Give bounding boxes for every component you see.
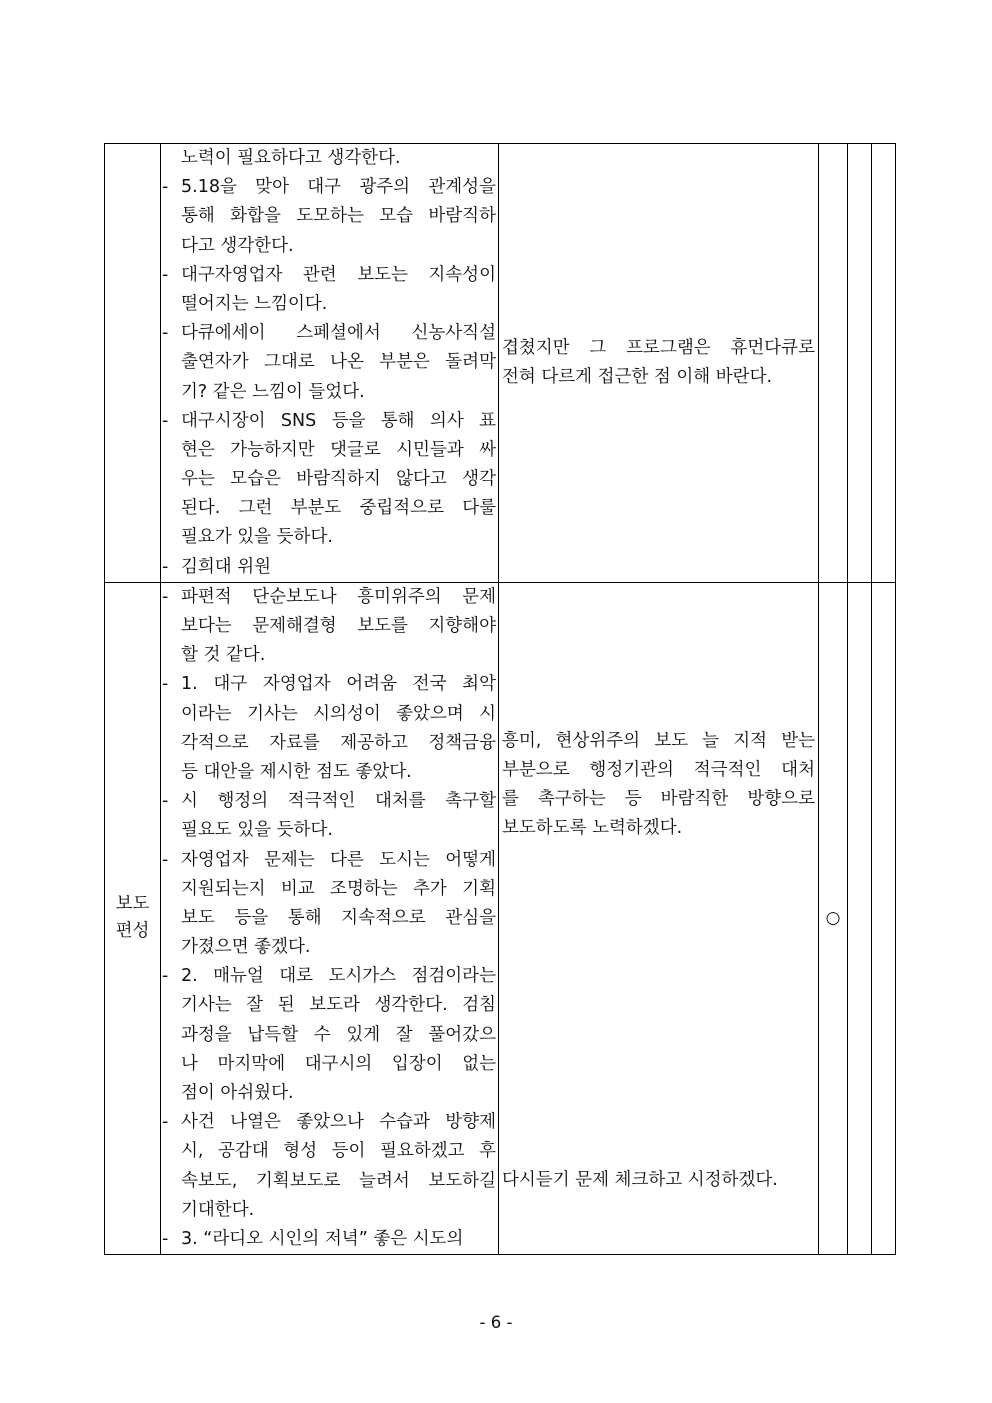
bullet-dash: - (162, 264, 169, 285)
comment-line (161, 290, 496, 319)
bullet-dash: - (162, 1228, 169, 1249)
comment-text: 2. 매뉴얼 대로 도시가스 점검이라는 (181, 966, 496, 987)
comment-text: 과정을 납득할 수 있게 잘 풀어갔으 (181, 1024, 496, 1045)
comment-line (161, 319, 496, 348)
comment-text: 시, 공감대 형성 등이 필요하겠고 후 (181, 1141, 496, 1162)
comment-line (161, 729, 496, 758)
comment-text: 기? 같은 느낌이 들었다. (181, 381, 365, 402)
comment-line (161, 1137, 496, 1166)
comment-text: 현은 가능하지만 댓글로 시민들과 싸 (181, 439, 496, 460)
comment-line (161, 670, 496, 699)
comment-text: 나 마지막에 대구시의 입장이 없는 (181, 1053, 496, 1074)
response-line: 보도하도록 노력하겠다. (502, 818, 683, 839)
comment-line (161, 962, 496, 991)
comment-line (161, 933, 496, 962)
response-line: 전혀 다르게 접근한 점 이해 바란다. (502, 367, 773, 388)
comment-line (161, 553, 496, 582)
comment-lines (161, 144, 496, 582)
table-row (105, 582, 896, 1254)
comment-text: 속보도, 기획보도로 늘려서 보도하길 (181, 1170, 496, 1191)
bullet-dash: - (162, 556, 169, 577)
mark-cell (848, 582, 872, 1254)
comment-line (161, 378, 496, 407)
mark-cell (872, 582, 896, 1254)
comment-line (161, 436, 496, 465)
comment-line (161, 261, 496, 290)
comment-text: 3. “라디오 시인의 저녁” 좋은 시도의 (181, 1228, 464, 1249)
comment-text: 기대한다. (181, 1199, 255, 1220)
comment-text: 대구시장이 SNS 등을 통해 의사 표 (181, 410, 496, 431)
comment-text: 다고 생각한다. (181, 235, 294, 256)
page-number: - 6 - (479, 1313, 513, 1332)
comment-text: 점이 아쉬웠다. (181, 1083, 294, 1103)
comment-line (161, 904, 496, 933)
comment-text: 시 행정의 적극적인 대처를 촉구할 (181, 791, 496, 812)
bullet-dash: - (162, 177, 169, 198)
bullet-dash: - (162, 966, 169, 987)
response-block (502, 727, 815, 844)
comment-line (161, 407, 496, 436)
comment-line (161, 1225, 496, 1254)
comment-line (161, 991, 496, 1020)
comment-line (161, 758, 496, 787)
comment-text: 필요가 있을 듯하다. (181, 527, 333, 548)
comment-text: 가졌으면 좋겠다. (181, 937, 311, 958)
comment-text: 할 것 같다. (181, 645, 266, 666)
comment-line (161, 465, 496, 494)
mark-cell (819, 144, 848, 583)
comment-text: 보도 등을 통해 지속적으로 관심을 (181, 907, 496, 928)
comment-text: 김희대 위원 (181, 556, 272, 577)
response-block (502, 1166, 815, 1195)
comment-text: 파편적 단순보도나 흥미위주의 문제 (181, 586, 496, 607)
category-label: 편성 (115, 921, 150, 942)
comment-line (161, 612, 496, 641)
response-line: 겹쳤지만 그 프로그램은 휴먼다큐로 (502, 338, 815, 358)
comment-line (161, 846, 496, 875)
response-line: 다시듣기 문제 체크하고 시정하겠다. (502, 1169, 778, 1190)
comment-line (161, 875, 496, 904)
comment-text: 이라는 기사는 시의성이 좋았으며 시 (181, 703, 496, 724)
comment-line (161, 173, 496, 202)
category-cell (105, 144, 161, 583)
response-line: 흥미, 현상위주의 보도 늘 지적 받는 (502, 730, 815, 751)
response-cell (499, 582, 819, 1254)
comment-line (161, 583, 496, 612)
comment-line (161, 1079, 496, 1108)
bullet-dash: - (162, 791, 169, 812)
bullet-dash: - (162, 674, 169, 695)
comment-text: 대구자영업자 관련 보도는 지속성이 (181, 264, 496, 285)
comment-text: 된다. 그런 부분도 중립적으로 다룰 (181, 498, 496, 519)
bullet-dash: - (162, 1112, 169, 1133)
comment-lines (161, 583, 496, 1254)
minutes-table (104, 143, 896, 1255)
comment-text: 등 대안을 제시한 점도 좋았다. (181, 761, 412, 782)
mark-cell (848, 144, 872, 583)
comment-line (161, 1021, 496, 1050)
comment-cell (161, 582, 499, 1254)
bullet-dash: - (162, 410, 169, 431)
comment-text: 각적으로 자료를 제공하고 정책금융 (181, 732, 496, 753)
response-cell (499, 144, 819, 583)
comment-text: 떨어지는 느낌이다. (181, 293, 328, 314)
bullet-dash: - (162, 323, 169, 344)
comment-text: 5.18을 맞아 대구 광주의 관계성을 (181, 177, 496, 198)
comment-cell (161, 144, 499, 583)
bullet-dash: - (162, 586, 169, 607)
comment-line (161, 348, 496, 377)
comment-line (161, 1196, 496, 1225)
response-block (502, 334, 815, 392)
comment-line (161, 1167, 496, 1196)
mark-cell (872, 144, 896, 583)
bullet-dash: - (162, 849, 169, 870)
comment-text: 우는 모습은 바람직하지 않다고 생각 (181, 469, 496, 490)
comment-text: 통해 화합을 도모하는 모습 바람직하 (181, 206, 496, 227)
response-line: 를 촉구하는 등 바람직한 방향으로 (502, 789, 815, 810)
comment-text: 출연자가 그대로 나온 부분은 돌려막 (181, 352, 496, 373)
comment-line (161, 1108, 496, 1137)
comment-text: 자영업자 문제는 다른 도시는 어떻게 (181, 849, 496, 870)
comment-line (161, 787, 496, 816)
comment-line (161, 202, 496, 231)
mark-cell: ○ (819, 582, 848, 1254)
comment-line (161, 700, 496, 729)
comment-line (161, 494, 496, 523)
category-label: 보도 (115, 894, 150, 915)
comment-text: 보다는 문제해결형 보도를 지향해야 (181, 616, 496, 636)
comment-text: 기사는 잘 된 보도라 생각한다. 검침 (181, 995, 496, 1016)
comment-line (161, 816, 496, 845)
category-cell (105, 582, 161, 1254)
comment-line (161, 523, 496, 552)
comment-line (161, 144, 496, 173)
comment-line (161, 641, 496, 670)
comment-text: 다큐에세이 스페셜에서 신농사직설 (181, 323, 496, 344)
response-line: 부분으로 행정기관의 적극적인 대처 (502, 760, 815, 780)
comment-text: 노력이 필요하다고 생각한다. (181, 148, 401, 168)
comment-text: 필요도 있을 듯하다. (181, 820, 333, 841)
comment-line (161, 1050, 496, 1079)
comment-line (161, 232, 496, 261)
comment-text: 1. 대구 자영업자 어려움 전국 최악 (181, 674, 496, 695)
comment-text: 지원되는지 비교 조명하는 추가 기획 (181, 878, 496, 899)
table-row (105, 144, 896, 583)
comment-text: 사건 나열은 좋았으나 수습과 방향제 (181, 1112, 496, 1133)
